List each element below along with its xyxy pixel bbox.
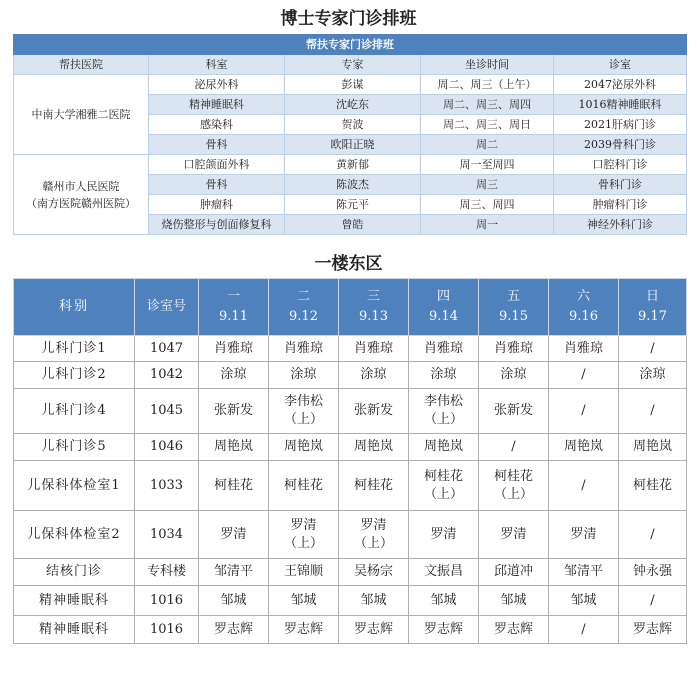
time-cell: 周二、周三、周日 (421, 115, 554, 135)
dept-cell: 精神睡眠科 (149, 95, 285, 115)
doctor-text: 王锦顺 (283, 564, 323, 579)
doctor-text: 涂琼 (500, 367, 527, 382)
room-cell: 1042 (135, 362, 199, 389)
dept-cell: 精神睡眠科 (14, 586, 135, 616)
hospital-name-line: 中南大学湘雅二医院 (31, 108, 131, 121)
doctor-text: （上） (353, 535, 393, 551)
col-header-room: 诊室 (554, 55, 687, 75)
room-cell: 1034 (135, 511, 199, 559)
doctor-text: 罗清 (360, 517, 387, 533)
doctor-cell (409, 559, 479, 586)
doctor-cell (479, 362, 549, 389)
schedule-row (14, 434, 687, 461)
doctor-text: 钟永强 (632, 564, 672, 579)
doctor-cell (409, 362, 479, 389)
doctor-text: 邹城 (220, 592, 247, 608)
doctor-text: 涂琼 (360, 367, 387, 382)
dept-cell: 儿保科体检室2 (14, 511, 135, 559)
doctor-cell (269, 559, 339, 586)
doctor-cell (479, 389, 549, 434)
room-cell: 2021肝病门诊 (554, 115, 687, 135)
expert-cell: 黄新郁 (285, 155, 421, 175)
doctor-text: 罗志辉 (283, 621, 323, 637)
doctor-text: 罗清 (290, 517, 317, 533)
doctor-cell (199, 434, 269, 461)
doctor-text: 涂琼 (430, 367, 457, 382)
doctor-text: 涂琼 (220, 367, 247, 382)
doctor-cell (549, 461, 619, 511)
doctor-cell (619, 389, 687, 434)
room-cell: 1045 (135, 389, 199, 434)
doctor-cell (269, 586, 339, 616)
expert-row (14, 75, 687, 95)
doctor-cell (619, 362, 687, 389)
room-cell: 神经外科门诊 (554, 215, 687, 235)
date-label: 9.11 (219, 309, 248, 324)
doctor-text: 邹城 (360, 592, 387, 608)
weekday-label: 三 (366, 289, 380, 304)
dept-cell: 儿科门诊4 (14, 389, 135, 434)
doctor-text: 柯桂花 (423, 468, 463, 484)
doctor-text: 罗志辉 (632, 621, 672, 637)
doctor-cell (199, 616, 269, 644)
doctor-text: 罗清 (500, 526, 527, 542)
doctor-text: 柯桂花 (283, 477, 323, 493)
dept-cell: 骨科 (149, 135, 285, 155)
schedule-row (14, 461, 687, 511)
doctor-cell (479, 559, 549, 586)
doctor-cell (619, 461, 687, 511)
doctor-text: 肖雅琼 (563, 340, 603, 356)
doctor-cell (549, 336, 619, 362)
doctor-text: 张新发 (213, 403, 253, 418)
dept-cell: 精神睡眠科 (14, 616, 135, 644)
doctor-cell (199, 336, 269, 362)
room-cell: 专科楼 (135, 559, 199, 586)
col-header-expert: 专家 (285, 55, 421, 75)
doctor-text: / (650, 340, 655, 356)
doctor-text: / (650, 592, 655, 608)
col-header-day (269, 279, 339, 336)
weekday-label: 五 (506, 289, 520, 304)
expert-table-banner: 帮扶专家门诊排班 (14, 35, 687, 55)
doctor-text: 柯桂花 (493, 468, 533, 484)
doctor-text: 涂琼 (639, 367, 666, 382)
col-header-day (199, 279, 269, 336)
doctor-cell (339, 362, 409, 389)
doctor-text: / (511, 439, 516, 454)
schedule-row (14, 336, 687, 362)
doctor-cell (619, 586, 687, 616)
doctor-text: 文振昌 (423, 564, 463, 579)
doctor-text: 邹城 (500, 592, 527, 608)
doctor-text: / (581, 367, 586, 382)
doctor-cell (269, 362, 339, 389)
dept-cell: 烧伤整形与创面修复科 (149, 215, 285, 235)
expert-cell: 欧阳正晓 (285, 135, 421, 155)
dept-cell: 儿科门诊1 (14, 336, 135, 362)
doctor-text: 柯桂花 (353, 477, 393, 493)
doctor-cell (409, 586, 479, 616)
hospital-name-line: 赣州市人民医院 (42, 179, 120, 193)
doctor-cell (409, 511, 479, 559)
doctor-text: 肖雅琼 (493, 340, 533, 356)
dept-cell: 儿保科体检室1 (14, 461, 135, 511)
schedule-row (14, 586, 687, 616)
doctor-cell (479, 511, 549, 559)
doctor-cell (549, 434, 619, 461)
col-header-day (619, 279, 687, 336)
doctor-cell (409, 616, 479, 644)
doctor-text: 涂琼 (290, 367, 317, 382)
doctor-cell (339, 336, 409, 362)
doctor-cell (339, 616, 409, 644)
time-cell: 周二 (421, 135, 554, 155)
doctor-cell (269, 511, 339, 559)
schedule-row (14, 511, 687, 559)
date-label: 9.13 (359, 309, 388, 324)
expert-cell: 曾皓 (285, 215, 421, 235)
room-cell: 1016 (135, 586, 199, 616)
doctor-cell (269, 389, 339, 434)
col-header-time: 坐诊时间 (421, 55, 554, 75)
dept-cell: 骨科 (149, 175, 285, 195)
doctor-text: 邹城 (430, 592, 457, 608)
room-cell: 1016精神睡眠科 (554, 95, 687, 115)
dept-cell: 儿科门诊5 (14, 434, 135, 461)
doctor-text: 周艳岚 (213, 439, 253, 454)
doctor-cell (199, 362, 269, 389)
doctor-text: 邱道冲 (493, 564, 533, 579)
doctor-text: / (581, 403, 586, 418)
east-zone-schedule-table (13, 278, 687, 644)
col-header-day (549, 279, 619, 336)
doctor-cell (199, 461, 269, 511)
doctor-text: 罗清 (430, 526, 457, 542)
doctor-text: 李伟松 (283, 394, 323, 409)
time-cell: 周一至周四 (421, 155, 554, 175)
room-cell: 2047泌尿外科 (554, 75, 687, 95)
doctor-text: 柯桂花 (213, 477, 253, 493)
doctor-cell (269, 336, 339, 362)
expert-cell: 沈屹东 (285, 95, 421, 115)
doctor-cell (549, 511, 619, 559)
doctor-text: 罗清 (570, 526, 597, 542)
col-header-dept: 科别 (14, 279, 135, 336)
doctor-text: （上） (423, 412, 463, 427)
doctor-text: 肖雅琼 (353, 340, 393, 356)
col-header-day (339, 279, 409, 336)
doctor-text: 罗志辉 (213, 621, 253, 637)
doctor-cell (199, 559, 269, 586)
weekday-label: 一 (226, 289, 240, 304)
expert-cell: 陈元平 (285, 195, 421, 215)
doctor-cell (409, 389, 479, 434)
doctor-cell (199, 389, 269, 434)
doctor-cell (269, 434, 339, 461)
dept-cell: 结核门诊 (14, 559, 135, 586)
doctor-cell (339, 559, 409, 586)
date-label: 9.16 (569, 309, 598, 324)
doctor-text: （上） (283, 535, 323, 551)
schedule-row (14, 616, 687, 644)
dept-cell: 感染科 (149, 115, 285, 135)
col-header-hospital: 帮扶医院 (14, 55, 149, 75)
schedule-row (14, 362, 687, 389)
schedule-row (14, 559, 687, 586)
weekday-label: 四 (436, 289, 450, 304)
room-cell: 骨科门诊 (554, 175, 687, 195)
doctor-text: / (650, 526, 655, 542)
expert-schedule-title: 博士专家门诊排班 (280, 9, 417, 29)
doctor-text: 周艳岚 (423, 439, 463, 454)
col-header-day (409, 279, 479, 336)
schedule-row (14, 389, 687, 434)
doctor-cell (479, 434, 549, 461)
time-cell: 周三、周四 (421, 195, 554, 215)
doctor-cell (199, 511, 269, 559)
doctor-cell (269, 616, 339, 644)
doctor-text: 周艳岚 (563, 439, 603, 454)
doctor-text: 张新发 (493, 403, 533, 418)
doctor-cell (619, 559, 687, 586)
doctor-text: 邹清平 (213, 564, 253, 579)
doctor-cell (409, 434, 479, 461)
doctor-cell (339, 586, 409, 616)
weekday-label: 六 (576, 289, 590, 304)
hospital-name (14, 75, 149, 155)
doctor-text: 张新发 (353, 403, 393, 418)
time-cell: 周三 (421, 175, 554, 195)
doctor-text: / (650, 403, 655, 418)
doctor-cell (479, 586, 549, 616)
date-label: 9.17 (638, 309, 667, 324)
doctor-text: 周艳岚 (283, 439, 323, 454)
doctor-text: 邹城 (570, 592, 597, 608)
hospital-name (14, 155, 149, 235)
time-cell: 周一 (421, 215, 554, 235)
dept-cell: 泌尿外科 (149, 75, 285, 95)
doctor-cell (479, 336, 549, 362)
doctor-cell (619, 434, 687, 461)
dept-cell: 儿科门诊2 (14, 362, 135, 389)
room-cell: 2039骨科门诊 (554, 135, 687, 155)
hospital-name-line: （南方医院赣州医院） (26, 196, 136, 210)
expert-row (14, 155, 687, 175)
doctor-text: 罗志辉 (353, 621, 393, 637)
doctor-text: 罗清 (220, 526, 247, 542)
expert-schedule-table (13, 34, 687, 235)
doctor-text: / (581, 477, 586, 493)
dept-cell: 肿瘤科 (149, 195, 285, 215)
dept-cell: 口腔颌面外科 (149, 155, 285, 175)
doctor-text: （上） (423, 486, 463, 502)
room-cell: 肿瘤科门诊 (554, 195, 687, 215)
doctor-cell (549, 616, 619, 644)
doctor-cell (269, 461, 339, 511)
doctor-cell (619, 336, 687, 362)
doctor-text: 肖雅琼 (213, 340, 253, 356)
doctor-cell (619, 511, 687, 559)
doctor-text: 肖雅琼 (423, 340, 463, 356)
col-header-room: 诊室号 (135, 279, 199, 336)
doctor-text: （上） (283, 412, 323, 427)
doctor-text: 柯桂花 (632, 477, 672, 493)
doctor-text: 周艳岚 (632, 439, 672, 454)
doctor-text: 邹清平 (563, 564, 603, 579)
expert-cell: 彭谋 (285, 75, 421, 95)
weekday-label: 日 (645, 289, 659, 304)
doctor-text: 罗志辉 (423, 621, 463, 637)
col-header-day (479, 279, 549, 336)
doctor-text: （上） (493, 486, 533, 502)
doctor-cell (339, 461, 409, 511)
room-cell: 口腔科门诊 (554, 155, 687, 175)
doctor-cell (339, 511, 409, 559)
room-cell: 1016 (135, 616, 199, 644)
doctor-text: 邹城 (290, 592, 317, 608)
time-cell: 周二、周三、周四 (421, 95, 554, 115)
room-cell: 1033 (135, 461, 199, 511)
east-zone-title: 一楼东区 (314, 254, 383, 274)
doctor-text: 罗志辉 (493, 621, 533, 637)
doctor-cell (479, 616, 549, 644)
room-cell: 1047 (135, 336, 199, 362)
weekday-label: 二 (296, 289, 310, 304)
doctor-text: / (581, 621, 586, 637)
doctor-cell (479, 461, 549, 511)
doctor-cell (549, 362, 619, 389)
doctor-cell (549, 559, 619, 586)
date-label: 9.14 (429, 309, 458, 324)
doctor-cell (549, 586, 619, 616)
doctor-cell (409, 336, 479, 362)
doctor-text: 李伟松 (423, 394, 463, 409)
doctor-cell (619, 616, 687, 644)
expert-cell: 陈波杰 (285, 175, 421, 195)
doctor-text: 肖雅琼 (283, 340, 323, 356)
date-label: 9.12 (289, 309, 318, 324)
room-cell: 1046 (135, 434, 199, 461)
doctor-text: 吴杨宗 (353, 564, 393, 579)
doctor-cell (339, 434, 409, 461)
doctor-text: 周艳岚 (353, 439, 393, 454)
col-header-dept: 科室 (149, 55, 285, 75)
doctor-cell (409, 461, 479, 511)
doctor-cell (199, 586, 269, 616)
time-cell: 周二、周三（上午） (421, 75, 554, 95)
expert-cell: 贺波 (285, 115, 421, 135)
date-label: 9.15 (499, 309, 528, 324)
doctor-cell (549, 389, 619, 434)
doctor-cell (339, 389, 409, 434)
